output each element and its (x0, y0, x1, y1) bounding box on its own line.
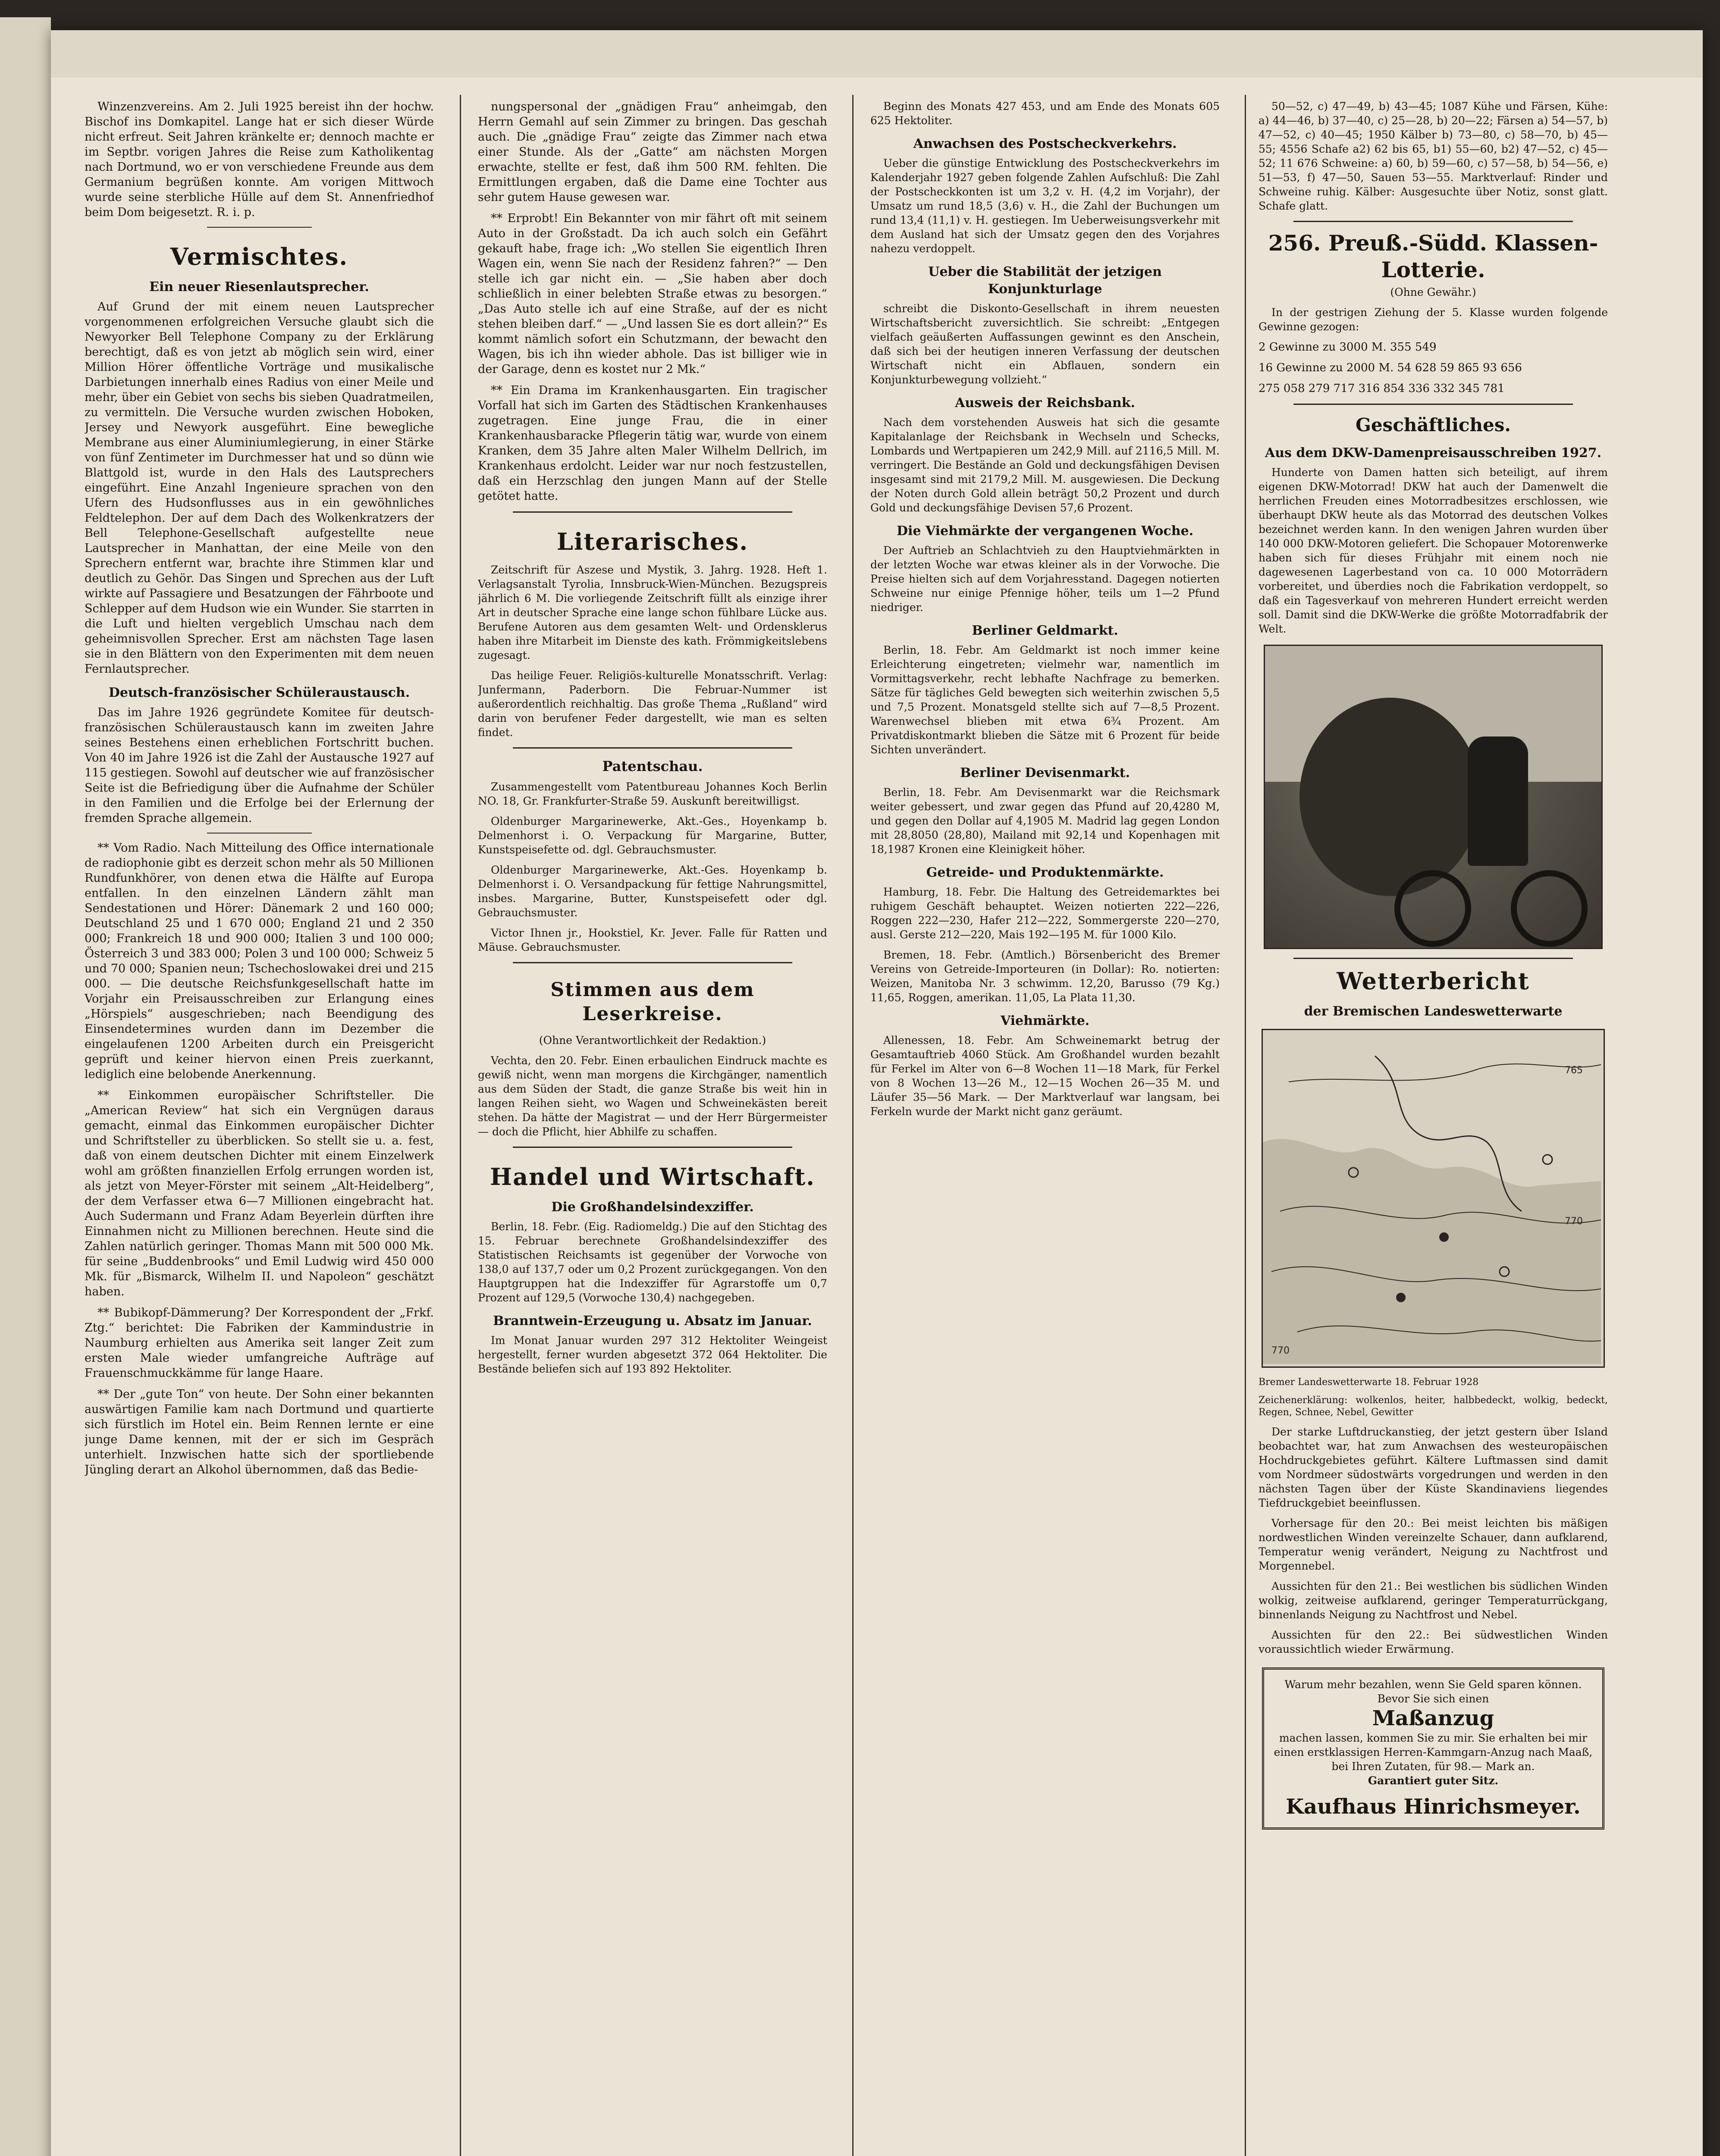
article-body: ** Einkommen europäischer Schriftsteller. Die „American Review“ hat sich ein Vergnügen daraus gemacht, einmal das Einkommen europäischer Dichter und Schriftsteller zu überblicken. So stellt sie u. a. fest, daß von einem deutschen Dichter mit einem Einzelwerk wohl am größten finanziellen Erfolg errungen worden ist, als jetzt von Meyer-Förster mit seinem „Alt-Heidelberg“, der dem Verfasser etwa 6—7 Millionen eingebracht hat. Auch Sudermann und Franz Adam Beyerlein dürften ihre Einnahmen nicht zu Millionen berechnen. Heute sind die Zahlen natürlich geringer. Thomas Mann mit 500 000 Mk. für seine „Buddenbrooks“ und Emil Ludwig wird 450 000 Mk. für „Bismarck, Wilhelm II. und Napoleon“ geschätzt haben. (85, 1089, 434, 1298)
ad-headline: Maßanzug (1372, 1706, 1494, 1730)
page-top-margin (51, 30, 1703, 78)
weather-text: Der starke Luftdruckanstieg, der jetzt gestern über Island beobachtet war, hat zum Anwachsen des westeuropäischen Hochdruckgebietes geführt. Kältere Luftmassen sind damit vom Nordmeer südostwärts vorgedrungen und werden in den nächsten Tagen über der Küste Skandinaviens liegendes Tiefdruckgebiet beeinflussen. (1259, 1426, 1608, 1509)
photo-bush (1299, 698, 1481, 896)
article-body: Oldenburger Margarinewerke, Akt.-Ges. Hoyenkamp b. Delmenhorst i. O. Versandpackung für fettige Nahrungsmittel, insbes. Margarine, Butter, Kunstspeisefett oder dgl. Gebrauchsmuster. (478, 864, 827, 919)
article-title: Die Viehmärkte der vergangenen Woche. (896, 523, 1194, 539)
column-rule (1245, 95, 1246, 2156)
article-body: Bremen, 18. Febr. (Amtlich.) Börsenbericht des Bremer Vereins von Getreide-Importeuren (in Dollar): Ro. notierten: Weizen, Manitoba Nr. 3 schwimm. 12,20, Barusso (79 Kg.) 11,65, Roggen, amerikan. 11,05, La Plata 11,30. (870, 949, 1220, 1004)
article-title: Viehmärkte. (1000, 1013, 1090, 1028)
ad-text: machen lassen, kommen Sie zu mir. Sie erhalten bei mir einen erstklassigen Herren-Kammgarn-Anzug nach Maaß, bei Ihren Zutaten, für 98.— Mark an. (1274, 1732, 1593, 1773)
article-body: Auf Grund der mit einem neuen Lautsprecher vorgenommenen erfolgreichen Versuche glaubt sich die Newyorker Bell Telephone Company zu der Erklärung berechtigt, daß es von jetzt ab möglich sein wird, einer Million Hörer öffentliche Vorträge und musikalische Darbietungen innerhalb eines Radius von einer Meile und mehr, über ein Gebiet von sechs bis sieben Quadratmeilen, zu vermitteln. Die Versuche wurden zwischen Hoboken, Jersey und Newyork ausgeführt. Eine bewegliche Membrane aus einer Aluminiumlegierung, in einer Stärke von fünf Zentimeter im Durchmesser hat und so dünn wie Blattgold ist, wurde in den Hals des Lautsprechers eingeführt. Eine Anzahl Ingenieure sprachen von den Ufern des Hudsonflusses aus in ein gewöhnliches Feldtelephon. Der auf dem Dach des Wolkenkratzers der Bell Telephone-Gesellschaft aufgestellte neue Lautsprecher in Manhattan, der eine Meile von den Sprechern entfernt war, brachte ihre Stimmen klar und deutlich zu Gehör. Das Singen und Sprechen aus der Luft wirkte auf Passagiere und Besatzungen der Fährboote und Schlepper auf dem Hudson wie ein Wunder. Sie starrten in die Luft und hielten vergeblich Umschau nach dem geheimnisvollen Sprecher. Erst am nächsten Tage lasen sie in den Blättern von den Experimenten mit dem neuen Fernlautsprecher. (85, 300, 434, 676)
column-4 (1259, 99, 1608, 2156)
article-body: Oldenburger Margarinewerke, Akt.-Ges., Hoyenkamp b. Delmenhorst i. O. Verpackung für Margarine, Butter, Kunstspeisefette od. dgl. Gebrauchsmuster. (478, 815, 827, 856)
lottery-line: 275 058 279 717 316 854 336 332 345 781 (1259, 382, 1505, 395)
photo-rider (1468, 736, 1528, 866)
svg-text:770: 770 (1565, 1216, 1583, 1227)
lottery-disclaimer: (Ohne Gewähr.) (1390, 286, 1476, 298)
section-heading-literarisches: Literarisches. (556, 528, 749, 555)
divider (207, 833, 312, 834)
article-title: Anwachsen des Postscheckverkehrs. (913, 136, 1177, 151)
weather-outlook: Aussichten für den 21.: Bei westlichen bis südlichen Winden wolkig, zeitweise aufklarend, geringer Temperaturrückgang, binnenlands Neigung zu Nachtfrost und Nebel. (1259, 1580, 1608, 1621)
divider (513, 511, 792, 513)
column-rule (460, 95, 461, 2156)
section-heading-handel: Handel und Wirtschaft. (490, 1163, 815, 1191)
article-body: Das heilige Feuer. Religiös-kulturelle Monatsschrift. Verlag: Junfermann, Paderborn. Die Februar-Nummer ist außerordentlich reichhaltig. Das große Thema „Rußland“ wird darin von berufener Feder dargestellt, wie man es selten findet. (478, 669, 827, 739)
svg-text:765: 765 (1565, 1065, 1583, 1076)
article-body: nungspersonal der „gnädigen Frau“ anheimgab, den Herrn Gemahl auf sein Zimmer zu bringen. Das geschah auch. Die „gnädige Frau“ zeigte das Zimmer nach etwa einer Stunde. Als der „Gatte“ am nächsten Morgen erwachte, stellte er fest, daß ihm 500 RM. fehlten. Die Ermittlungen ergaben, daß die Dame eine Tochter aus sehr gutem Hause gewesen war. (478, 100, 827, 204)
article-body: Hunderte von Damen hatten sich beteiligt, auf ihrem eigenen DKW-Motorrad! DKW hat auch der Damenwelt die herrlichen Freuden eines Motorradbesitzes erschlossen, wie überhaupt DKW heute als das Motorrad des deutschen Volkes bezeichnet werden kann. In den wenigen Jahren wurden über 140 000 DKW-Motoren geliefert. Die Schopauer Motorenwerke haben sich für dieses Frühjahr mit einem noch nie dagewesenen Lagerbestand von ca. 10 000 Motorrädern vorbereitet, und überdies noch die Fabrikation verdoppelt, so daß ein Tagesverkauf von mehreren Hundert erreicht werden soll. Damit sind die DKW-Werke die größte Motorradfabrik der Welt. (1259, 466, 1608, 635)
article-body: ** Erprobt! Ein Bekannter von mir fährt oft mit seinem Auto in der Großstadt. Da ich auch solch ein Gefährt gekauft habe, frage ich: „Wo stellen Sie eigentlich Ihren Wagen ein, wenn Sie nach der Residenz fahren?“ — Den stelle ich gar nicht ein. — „Sie haben aber doch schließlich in einer belebten Straße etwas zu besorgen.“ „Das Auto stelle ich auf eine Straße, auf der es nicht stehen bleiben darf.“ — „Und lassen Sie es dort allein?“ Es kommt nämlich sofort ein Schutzmann, der bewacht den Wagen, bis ich ihn wieder abhole. Das ist billiger wie in der Garage, denn es kostet nur 2 Mk.“ (478, 212, 827, 376)
map-caption: Bremer Landeswetterwarte 18. Februar 1928 (1259, 1377, 1479, 1388)
article-title: Die Großhandelsindexziffer. (551, 1200, 754, 1215)
article-title: Aus dem DKW-Damenpreisausschreiben 1927. (1265, 445, 1602, 461)
weather-forecast: Vorhersage für den 20.: Bei meist leichten bis mäßigen nordwestlichen Winden vereinzelte Schauer, dann aufklarend, Temperatur wenig verändert, Neigung zu Nachtfrost und Morgennebel. (1259, 1517, 1608, 1572)
article-body: Berlin, 18. Febr. Am Devisenmarkt war die Reichsmark weiter gebessert, und zwar gegen das Pfund auf 20,4280 M, und gegen den Dollar auf 4,1905 M. Madrid lag gegen London mit 28,8050 (28,80), Mailand mit 92,14 und Kopenhagen mit 18,1987 Kronen eine Kleinigkeit höher. (870, 786, 1220, 856)
article-body: schreibt die Diskonto-Gesellschaft in ihrem neuesten Wirtschaftsbericht zuversichtlich. Sie schreibt: „Entgegen vielfach geäußerten Auffassungen gewinnt es den Anschein, daß sich bei der heutigen inneren Verfassung der deutschen Wirtschaft nicht ein Abflauen, sondern ein Konjunkturbewegung vollzieht.“ (870, 302, 1220, 386)
lottery-line: 2 Gewinne zu 3000 M. 355 549 (1259, 341, 1437, 354)
previous-page-edge (0, 17, 51, 2156)
weather-outlook: Aussichten für den 22.: Bei südwestlichen Winden voraussichtlich wieder Erwärmung. (1259, 1629, 1608, 1655)
divider (513, 962, 792, 963)
divider (513, 1147, 792, 1148)
article-body: Im Monat Januar wurden 297 312 Hektoliter Weingeist hergestellt, ferner wurden abgesetzt 372 064 Hektoliter. Die Bestände beliefen sich auf 193 892 Hektoliter. (478, 1334, 827, 1375)
article-body: Hamburg, 18. Febr. Die Haltung des Getreidemarktes bei ruhigem Geschäft behauptet. Weizen notierten 222—226, Roggen 222—230, Hafer 212—222, Sommergerste 220—270, ausl. Gerste 212—220, Mais 192—195 M. für 1000 Kilo. (870, 886, 1220, 941)
lottery-line: 16 Gewinne zu 2000 M. 54 628 59 865 93 656 (1259, 361, 1522, 374)
map-legend: Zeichenerklärung: wolkenlos, heiter, halbbedeckt, wolkig, bedeckt, Regen, Schnee, Nebel, Gewitter (1259, 1395, 1608, 1418)
article-body: Allenessen, 18. Febr. Am Schweinemarkt betrug der Gesamtauftrieb 4060 Stück. Am Großhandel wurden bezahlt für Ferkel im Alter von 6—8 Wochen 11—18 Mark, für Ferkel von 8 Wochen 13—26 M., 12—15 Wochen 26—35 M. und Läufer 35—56 Mark. — Der Marktverlauf war langsam, bei Ferkeln wurde der Markt nicht ganz geräumt. (870, 1034, 1220, 1118)
weather-subtitle: der Bremischen Landeswetterwarte (1304, 1004, 1563, 1019)
article-body: Ueber die günstige Entwicklung des Postscheckverkehrs im Kalenderjahr 1927 geben folgende Zahlen Aufschluß: Die Zahl der Postscheckkonten ist um 3,2 v. H. (4,2 im Vorjahr), der Umsatz um rund 18,5 (3,6) v. H., die Zahl der Buchungen um rund 13,4 (11,1) v. H. gestiegen. Im Ueberweisungsverkehr mit dem Ausland hat sich der Umsatz gegen den des Vorjahres nahezu verdoppelt. (870, 157, 1220, 255)
ad-text: Garantiert guter Sitz. (1368, 1774, 1499, 1787)
section-heading-wetterbericht: Wetterbericht (1337, 967, 1530, 995)
article-body: ** Vom Radio. Nach Mitteilung des Office internationale de radiophonie gibt es derzeit schon mehr als 50 Millionen Rundfunkhörer, von denen etwa die Hälfte auf Europa entfallen. In den einzelnen Ländern zählt man Sendestationen und Hörer: Dänemark 2 und 160 000; Deutschland 25 und 1 670 000; England 21 und 2 350 000; Frankreich 18 und 900 000; Italien 3 und 100 000; Österreich 3 und 383 000; Polen 3 und 100 000; Schweiz 5 und 70 000; Spanien neun; Tschechoslowakei drei und 215 000. — Die deutsche Reichsfunkgesellschaft hatte im Vorjahr ein Preisausschreiben zur Erlangung eines „Hörspiels“ ausgeschrieben; nach Beendigung des Einsendetermines wurden dann im Dezember die eingelaufenen 1200 Arbeiten durch ein Preisgericht geprüft und keiner hiervon einen Preis zuerkannt, lediglich eine belobende Anerkennung. (85, 841, 434, 1081)
article-body: Das im Jahre 1926 gegründete Komitee für deutsch-französischen Schüleraustausch kann im zweiten Jahre seines Bestehens einen erheblichen Fortschritt buchen. Von 40 im Jahre 1926 ist die Zahl der Austausche 1927 auf 115 gestiegen. Sowohl auf deutscher wie auf französischer Seite ist die Befriedigung über die Aufnahme der Schüler in den Familien und die Erfolge bei der Erlernung der fremden Sprache allgemein. (85, 706, 434, 825)
column-2 (478, 99, 827, 2156)
article-body: ** Der „gute Ton“ von heute. Der Sohn einer bekannten auswärtigen Familie kam nach Dortmund und quartierte sich fürstlich im Hotel ein. Beim Rennen lernte er eine junge Dame kennen, mit der er sich im Gespräch unterhielt. Inzwischen hatte sich der sportliebende Jüngling derart an Alkohol übernommen, daß das Bedie- (85, 1388, 434, 1476)
divider (1293, 221, 1573, 222)
column-3 (870, 99, 1220, 2156)
motorcycle-photo (1264, 645, 1603, 949)
article-title: Berliner Geldmarkt. (972, 623, 1118, 638)
section-heading-patentschau: Patentschau. (602, 758, 703, 774)
article-body: Zeitschrift für Aszese und Mystik, 3. Jahrg. 1928. Heft 1. Verlagsanstalt Tyrolia, Innsbruck-Wien-München. Bezugspreis jährlich 6 M. Die vorliegende Zeitschrift füllt als einzige ihrer Art in deutscher Sprache eine lange schon fühlbare Lücke aus. Berufene Autoren aus dem gesamten Welt- und Ordensklerus haben ihre Mitarbeit im Dienste des kath. Frömmigkeitslebens zugesagt. (478, 564, 827, 661)
weather-map-drawing (1263, 1030, 1601, 1364)
article-body: ** Ein Drama im Krankenhausgarten. Ein tragischer Vorfall hat sich im Garten des Städtischen Krankenhauses zugetragen. Eine junge Frau, die in einer Krankenhausbaracke Pflegerin tätig war, wurde von einem Kranken, dem 35 Jahre alten Maler Wilhelm Dellrich, im Krankenhaus erdolcht. Leider war nur noch festzustellen, daß ein Herzschlag den jungen Mann auf der Stelle getötet hatte. (478, 384, 827, 503)
article-body: Nach dem vorstehenden Ausweis hat sich die gesamte Kapitalanlage der Reichsbank in Wechseln und Schecks, Lombards und Wertpapieren um 242,9 Mill. auf 2116,5 Mill. M. verringert. Die Bestände an Gold und deckungsfähigen Devisen insgesamt sind mit 2179,2 Mill. M. ausgewiesen. Die Deckung der Noten durch Gold allein beträgt 50,2 Prozent und durch Gold und deckungsfähige Devisen 57,6 Prozent. (870, 416, 1220, 514)
article-body: Zusammengestellt vom Patentbureau Johannes Koch Berlin NO. 18, Gr. Frankfurter-Straße 59. Auskunft bereitwilligst. (478, 780, 827, 807)
article-body: ** Bubikopf-Dämmerung? Der Korrespondent der „Frkf. Ztg.“ berichtet: Die Fabriken der Kammindustrie in Naumburg erhielten aus Amerika seit langer Zeit zum ersten Male wieder umfangreiche Aufträge auf Frauenschmuckkämme für lange Haare. (85, 1306, 434, 1380)
article-body: Der Auftrieb an Schlachtvieh zu den Hauptviehmärkten in der letzten Woche war etwas kleiner als in der Vorwoche. Die Preise hielten sich auf dem Vorjahresstand. Dagegen notierten Schweine nur einige Pfennige höher, teils um 1—2 Pfund niedriger. (870, 544, 1220, 614)
article-body: Berlin, 18. Febr. Am Geldmarkt ist noch immer keine Erleichterung eingetreten; vielmehr war, namentlich im Vormittagsverkehr, recht lebhafte Nachfrage zu bemerken. Sätze für tägliches Geld bewegten sich weiterhin zwischen 5,5 und 7,5 Prozent. Monatsgeld stellte sich auf 7—8,5 Prozent. Warenwechsel blieben mit etwa 6¾ Prozent. Am Privatdiskontmarkt blieben die Sätze mit 6 Prozent für beide Sichten unverändert. (870, 644, 1220, 756)
photo-wheel (1394, 870, 1471, 947)
ad-text: Warum mehr bezahlen, wenn Sie Geld sparen können. Bevor Sie sich einen (1284, 1678, 1582, 1705)
newspaper-page (51, 30, 1703, 2156)
article-title: Ein neuer Riesenlautsprecher. (149, 279, 369, 295)
obituary-end: Winzenzvereins. Am 2. Juli 1925 bereist ihn der hochw. Bischof ins Domkapitel. Lange hat er sich dieser Würde nicht erfreut. Seit Jahren kränkelte er; dennoch machte er im Septbr. vorigen Jahres die Reise zum Katholikentag nach Dortmund, wo er von verschiedene Freunde aus dem Germanium begrüßen konnte. Am vorigen Mittwoch wurde seine sterbliche Hülle auf dem St. Annenfriedhof beim Dom beigesetzt. R. i. p. (85, 100, 434, 219)
column-1 (85, 99, 434, 2156)
article-body: Beginn des Monats 427 453, und am Ende des Monats 605 625 Hektoliter. (870, 100, 1220, 127)
section-heading-stimmen: Stimmen aus dem Leserkreise. (550, 979, 755, 1025)
article-body: Vechta, den 20. Febr. Einen erbaulichen Eindruck machte es gewiß nicht, wenn man morgens die Kirchgänger, namentlich aus dem Süden der Stadt, die ganze Straße bis weit hin in langen Reihen sieht, wo Wagen und Schweinekästen bereit stehen. Da hätte der Magistrat — und der Herr Bürgermeister — doch die Pflicht, hier Abhilfe zu schaffen. (478, 1054, 827, 1138)
divider (513, 747, 792, 749)
section-heading-vermischtes: Vermischtes. (170, 243, 348, 270)
article-title: Deutsch-französischer Schüleraustausch. (108, 685, 410, 700)
article-title: Getreide- und Produktenmärkte. (926, 865, 1164, 880)
market-report-end: 50—52, c) 47—49, b) 43—45; 1087 Kühe und Färsen, Kühe: a) 44—46, b) 37—40, c) 25—28, b) 20—22; Färsen a) 54—57, b) 47—52, c) 40—45; 1950 Kälber b) 73—80, c) 58—70, b) 45—55; 4556 Schafe a2) 62 bis 65, b1) 55—60, b2) 47—52, c) 45—52; 11 676 Schweine: a) 60, b) 59—60, c) 57—58, b) 54—56, e) 51—53, f) 47—50, Sauen 53—55. Marktverlauf: Rinder und Schweine ruhig. Kälber: Ausgesuchte über Notiz, sonst glatt. Schafe glatt. (1259, 100, 1608, 212)
advertisement-box (1262, 1667, 1604, 1830)
photo-wheel (1511, 870, 1588, 947)
ad-shop-name: Kaufhaus Hinrichsmeyer. (1286, 1795, 1581, 1819)
divider (1293, 404, 1573, 405)
article-title: Branntwein-Erzeugung u. Absatz im Januar. (493, 1313, 812, 1329)
lottery-title: 256. Preuß.-Südd. Klassen-Lotterie. (1268, 230, 1598, 282)
article-title: Ueber die Stabilität der jetzigen Konjunkturlage (928, 264, 1162, 297)
article-title: Ausweis der Reichsbank. (955, 395, 1135, 411)
svg-text:770: 770 (1271, 1345, 1290, 1356)
section-heading-geschaeftliches: Geschäftliches. (1355, 414, 1511, 436)
weather-map (1262, 1029, 1605, 1368)
lottery-text: In der gestrigen Ziehung der 5. Klasse wurden folgende Gewinne gezogen: (1259, 306, 1608, 333)
column-rule (852, 95, 854, 2156)
article-title: Berliner Devisenmarkt. (960, 765, 1130, 780)
article-body: Victor Ihnen jr., Hookstiel, Kr. Jever. Falle für Ratten und Mäuse. Gebrauchsmuster. (478, 927, 827, 953)
article-body: Berlin, 18. Febr. (Eig. Radiomeldg.) Die auf den Stichtag des 15. Februar berechnete Großhandelsindexziffer des Statistischen Reichsamts ist gegenüber der Vorwoche von 138,0 auf 137,7 oder um 0,2 Prozent zurückgegangen. Von den Hauptgruppen hat die Indexziffer für Agrarstoffe um 0,7 Prozent auf 129,5 (Vorwoche 130,4) nachgegeben. (478, 1220, 827, 1304)
editor-note: (Ohne Verantwortlichkeit der Redaktion.) (539, 1034, 766, 1047)
divider (207, 227, 312, 228)
divider (1293, 958, 1573, 959)
